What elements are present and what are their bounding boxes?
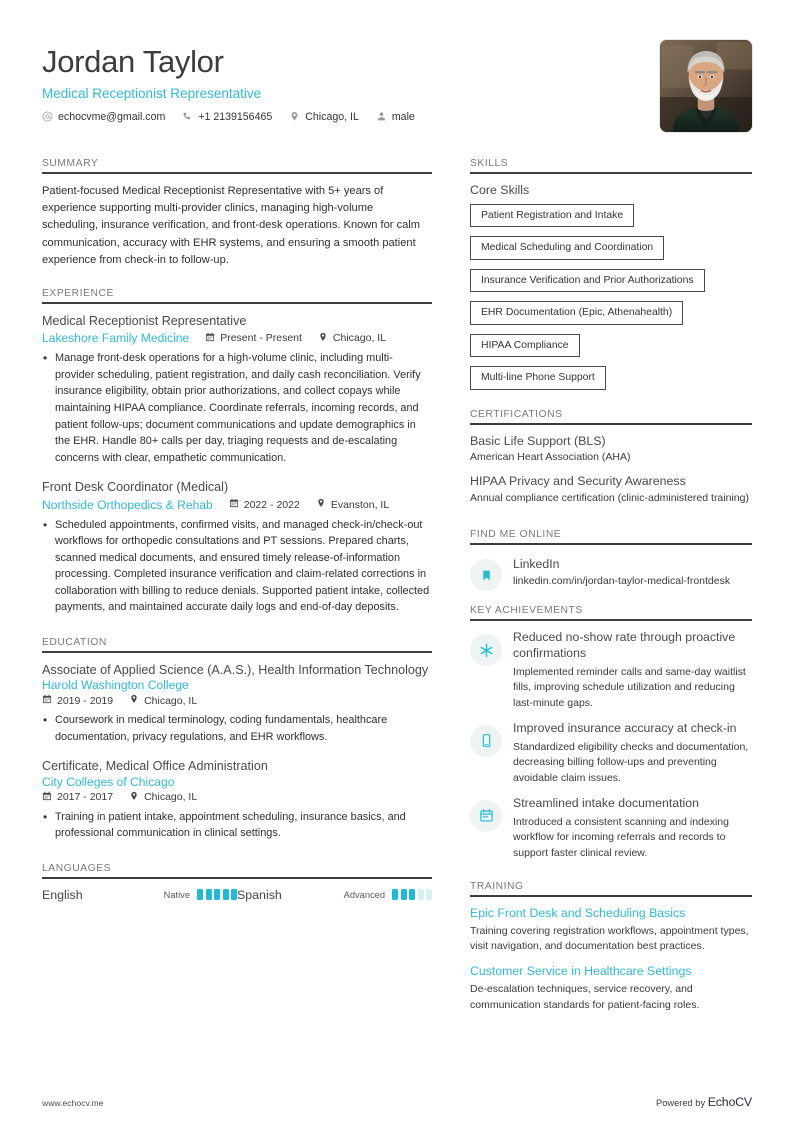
education-title: Certificate, Medical Office Administration [42,759,268,774]
divider [470,619,752,621]
header-identity [42,40,415,123]
achievement-item [470,721,752,787]
section-education-label: EDUCATION [42,636,107,648]
list-item: • Training in patient intake, appointment scheduling, insurance basics, and professional communication in clinical settings. [42,809,432,842]
contact-gender-value: male [391,110,415,123]
achievement-title: Streamlined intake documentation [513,795,699,810]
education-location [129,791,197,804]
languages-row [42,888,432,902]
language-rating-dots [392,889,432,900]
education-dates [42,694,113,707]
experience-title: Front Desk Coordinator (Medical) [42,480,229,495]
language-rating-dots [197,889,237,900]
right-column [470,158,752,1014]
education-location-value: Chicago, IL [144,791,198,804]
certification-issuer: American Heart Association (AHA) [470,451,631,464]
bookmark-icon [470,559,502,591]
divider [42,877,432,879]
skills-chip-list [470,204,752,390]
experience-bullets [42,517,432,616]
achievement-body [513,630,752,712]
language-name: English [42,887,83,902]
experience-entry [42,313,432,466]
contact-gender [376,111,415,123]
experience-location [318,332,386,345]
contact-location [289,111,359,123]
experience-location-value: Evanston, IL [330,498,390,511]
contact-row [42,111,415,123]
list-item: • Manage front-desk operations for a high-volume clinic, including multi-provider scheduling, patient registration, and daily cash reconciliation. Verify insurance eligibility, obtain prior authorizations, and collect copays while maintaining HIPAA compliance. Coordinate referrals, incoming records, and patient follow-ups; document communications and update demographics in the EHR. Handle 80+ calls per day, triaging requests and de-escalating concerns with clear, empathetic communication. [42,350,432,466]
footer-powered-by [656,1095,752,1109]
skill-chip: Insurance Verification and Prior Authorizations [470,269,705,292]
section-certifications-label: CERTIFICATIONS [470,408,563,420]
achievement-title: Improved insurance accuracy at check-in [513,720,737,735]
contact-phone-value: +1 2139156465 [198,110,273,123]
training-title[interactable]: Epic Front Desk and Scheduling Basics [470,905,686,920]
online-profile-network: LinkedIn [513,557,560,572]
contact-location-value: Chicago, IL [305,110,359,123]
achievement-title: Reduced no-show rate through proactive confirmations [513,630,736,660]
calendar-icon [42,694,52,707]
section-languages [42,863,432,902]
certification-issuer: Annual compliance certification (clinic-administered training) [470,491,749,504]
training-item [470,906,752,955]
experience-location [316,498,389,511]
experience-dates [205,332,302,345]
resume-header [42,40,752,132]
calendar-icon [42,791,52,804]
experience-dates-value: Present - Present [220,332,302,345]
education-location [129,694,197,707]
list-item: • Scheduled appointments, confirmed visits, and managed check-in/check-out workflows for orthopedic consultations and PT sessions. Prepared charts, scanned medical documents, and ensured timely release-of-information processing. Completed insurance verification and claim-related corrections in collaboration with billing to reduce denials. Supported patient intake, collected payments, and maintained accurate daily logs and end-of-day deposits. [42,517,432,616]
language-level: Native [163,889,190,900]
experience-title: Medical Receptionist Representative [42,313,247,328]
skill-chip: Multi-line Phone Support [470,366,606,389]
education-dates [42,791,113,804]
section-key-achievements-label: KEY ACHIEVEMENTS [470,605,583,617]
language-name: Spanish [237,887,282,902]
education-meta [42,791,432,804]
achievement-item [470,796,752,862]
portrait-photo [660,40,752,132]
achievement-desc: Standardized eligibility checks and documentation, decreasing billing follow-ups and preventing avoidable claim issues. [513,740,749,785]
achievement-desc: Introduced a consistent scanning and indexing workflow for incoming referrals and records to support faster clinical review. [513,815,729,859]
page-footer [42,1095,752,1109]
section-skills-label: SKILLS [470,158,509,169]
divider [470,543,752,545]
section-education [42,637,432,842]
section-key-achievements [470,605,752,862]
header-job-title: Medical Receptionist Representative [42,85,262,101]
education-dates-value: 2017 - 2017 [57,791,114,804]
section-experience-label: EXPERIENCE [42,287,114,299]
page-title: Jordan Taylor [42,44,224,79]
education-entry [42,662,432,745]
footer-powered-label: Powered by [656,1098,706,1108]
contact-phone[interactable] [182,111,272,123]
achievement-body [513,796,752,862]
section-summary-label: SUMMARY [42,158,99,169]
education-bullets [42,809,432,842]
phone-icon [182,111,193,122]
language-level: Advanced [343,889,385,900]
training-item [470,964,752,1013]
divider [42,172,432,174]
education-entry [42,758,432,841]
achievement-desc: Implemented reminder calls and same-day waitlist fills, improving schedule utilization and reducing last-minute gaps. [513,665,746,710]
mobile-icon [470,725,502,757]
summary-text: Patient-focused Medical Receptionist Representative with 5+ years of experience supporting multi-provider clinics, managing high-volume scheduling, insurance verification, and front-desk operations. Known for calm communication, accuracy with EHR systems, and ensuring a smooth patient experience from check-in to follow-up. [42,185,421,266]
experience-location-value: Chicago, IL [332,332,387,345]
certification-item [470,434,752,466]
section-certifications [470,409,752,506]
divider [470,423,752,425]
section-languages-label: LANGUAGES [42,862,112,874]
section-training [470,881,752,1014]
location-pin-icon [316,498,326,511]
section-summary [42,158,432,269]
skill-chip: EHR Documentation (Epic, Athenahealth) [470,301,683,324]
language-item [42,888,237,902]
section-find-me-online-label: FIND ME ONLINE [470,529,562,541]
online-profile-body [513,555,752,590]
achievement-item [470,630,752,712]
divider [42,651,432,653]
email-icon [42,111,53,122]
section-training-label: TRAINING [470,880,524,892]
language-level-group [164,889,237,900]
training-title[interactable]: Customer Service in Healthcare Settings [470,964,692,979]
list-item: • Coursework in medical terminology, coding fundamentals, healthcare documentation, privacy regulations, and EHR workflows. [42,712,432,745]
skills-group-label: Core Skills [470,183,530,197]
sparkle-icon [470,634,502,666]
skill-chip: Patient Registration and Intake [470,204,634,227]
person-icon [376,111,387,122]
language-item [237,888,432,902]
location-pin-icon [129,694,139,707]
divider [470,895,752,897]
calendar-icon [205,332,215,345]
section-experience [42,288,432,616]
language-level-group [344,889,432,900]
left-column [42,158,432,1014]
divider [470,172,752,174]
section-find-me-online [470,529,752,591]
experience-bullets [42,350,432,466]
certification-item [470,474,752,506]
divider [42,302,432,304]
training-desc: Training covering registration workflows, appointment types, visit navigation, and documentation best practices. [470,924,749,953]
education-org[interactable]: Harold Washington College [42,678,189,693]
online-profile-url[interactable]: linkedin.com/in/jordan-taylor-medical-frontdesk [513,575,731,588]
footer-brand: EchoCV [707,1095,752,1109]
experience-org[interactable]: Lakeshore Family Medicine [42,331,190,346]
location-pin-icon [289,111,300,122]
education-dates-value: 2019 - 2019 [57,694,114,707]
education-meta [42,694,432,707]
education-bullets [42,712,432,745]
location-pin-icon [318,332,328,345]
education-title: Associate of Applied Science (A.A.S.), Health Information Technology [42,662,429,677]
location-pin-icon [129,791,139,804]
skill-chip: HIPAA Compliance [470,334,580,357]
experience-entry [42,479,432,616]
experience-org[interactable]: Northside Orthopedics & Rehab [42,497,213,512]
avatar [660,40,752,132]
footer-site-url[interactable]: www.echocv.me [42,1098,104,1108]
achievement-body [513,721,752,787]
resume-body [42,158,752,1014]
calendar-icon [229,498,239,511]
online-profile-item[interactable] [470,555,752,591]
training-desc: De-escalation techniques, service recovery, and communication standards for patient-facing roles. [470,983,700,1011]
certification-name: Basic Life Support (BLS) [470,433,606,448]
calendar-icon [470,800,502,832]
education-location-value: Chicago, IL [144,694,198,707]
contact-email[interactable] [42,111,165,123]
contact-email-value: echocvme@gmail.com [58,110,166,123]
skill-chip: Medical Scheduling and Coordination [470,236,664,259]
education-org[interactable]: City Colleges of Chicago [42,774,175,789]
experience-dates [229,498,300,511]
section-skills [470,158,752,390]
experience-dates-value: 2022 - 2022 [243,498,300,511]
experience-meta [42,498,432,512]
experience-meta [42,331,432,345]
certification-name: HIPAA Privacy and Security Awareness [470,474,686,489]
